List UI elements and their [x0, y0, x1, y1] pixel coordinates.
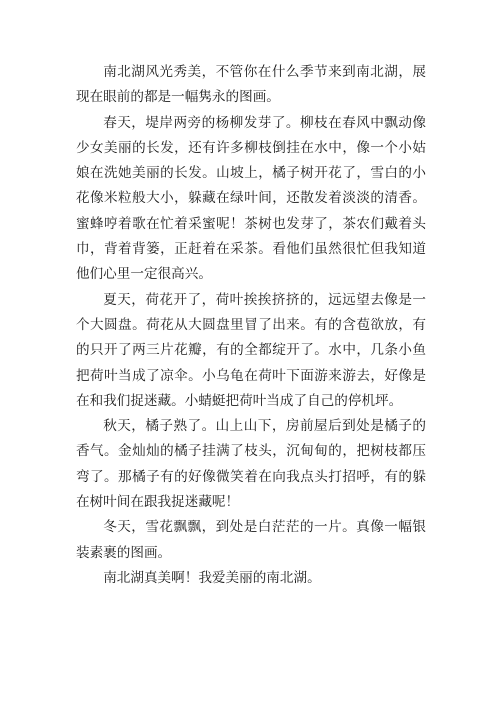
paragraph-autumn: 秋天，橘子熟了。山上山下，房前屋后到处是橘子的香气。金灿灿的橘子挂满了枝头，沉甸甸的，把树枝都压弯了。那橘子有的好像微笑着在向我点头打招呼，有的躲在树叶间在跟我捉迷藏呢！ — [76, 418, 426, 511]
paragraph-winter: 冬天，雪花飘飘，到处是白茫茫的一片。真像一幅银装素裹的图画。 — [76, 519, 426, 561]
paragraph-summer: 夏天，荷花开了，荷叶挨挨挤挤的，远远望去像是一个大圆盘。荷花从大圆盘里冒了出来。有的含苞欲放，有的只开了两三片花瓣，有的全都绽开了。水中，几条小鱼把荷叶当成了凉伞。小乌龟在荷叶下面游来游去，好像是在和我们捉迷藏。小蜻蜓把荷叶当成了自己的停机坪。 — [76, 291, 426, 409]
paragraph-spring: 春天，堤岸两旁的杨柳发芽了。柳枝在春风中飘动像少女美丽的长发，还有许多柳枝倒挂在水中，像一个小姑娘在洗她美丽的长发。山坡上，橘子树开花了，雪白的小花像米粒般大小，躲藏在绿叶间，还散发着淡淡的清香。蜜蜂哼着歌在忙着采蜜呢！茶树也发芽了，茶农们戴着头巾，背着背篓，正赶着在采茶。看他们虽然很忙但我知道他们心里一定很高兴。 — [76, 114, 426, 283]
paragraph-intro: 南北湖风光秀美，不管你在什么季节来到南北湖，展现在眼前的都是一幅隽永的图画。 — [76, 64, 426, 106]
paragraph-conclusion: 南北湖真美啊！我爱美丽的南北湖。 — [103, 569, 321, 586]
essay-body — [76, 60, 426, 591]
